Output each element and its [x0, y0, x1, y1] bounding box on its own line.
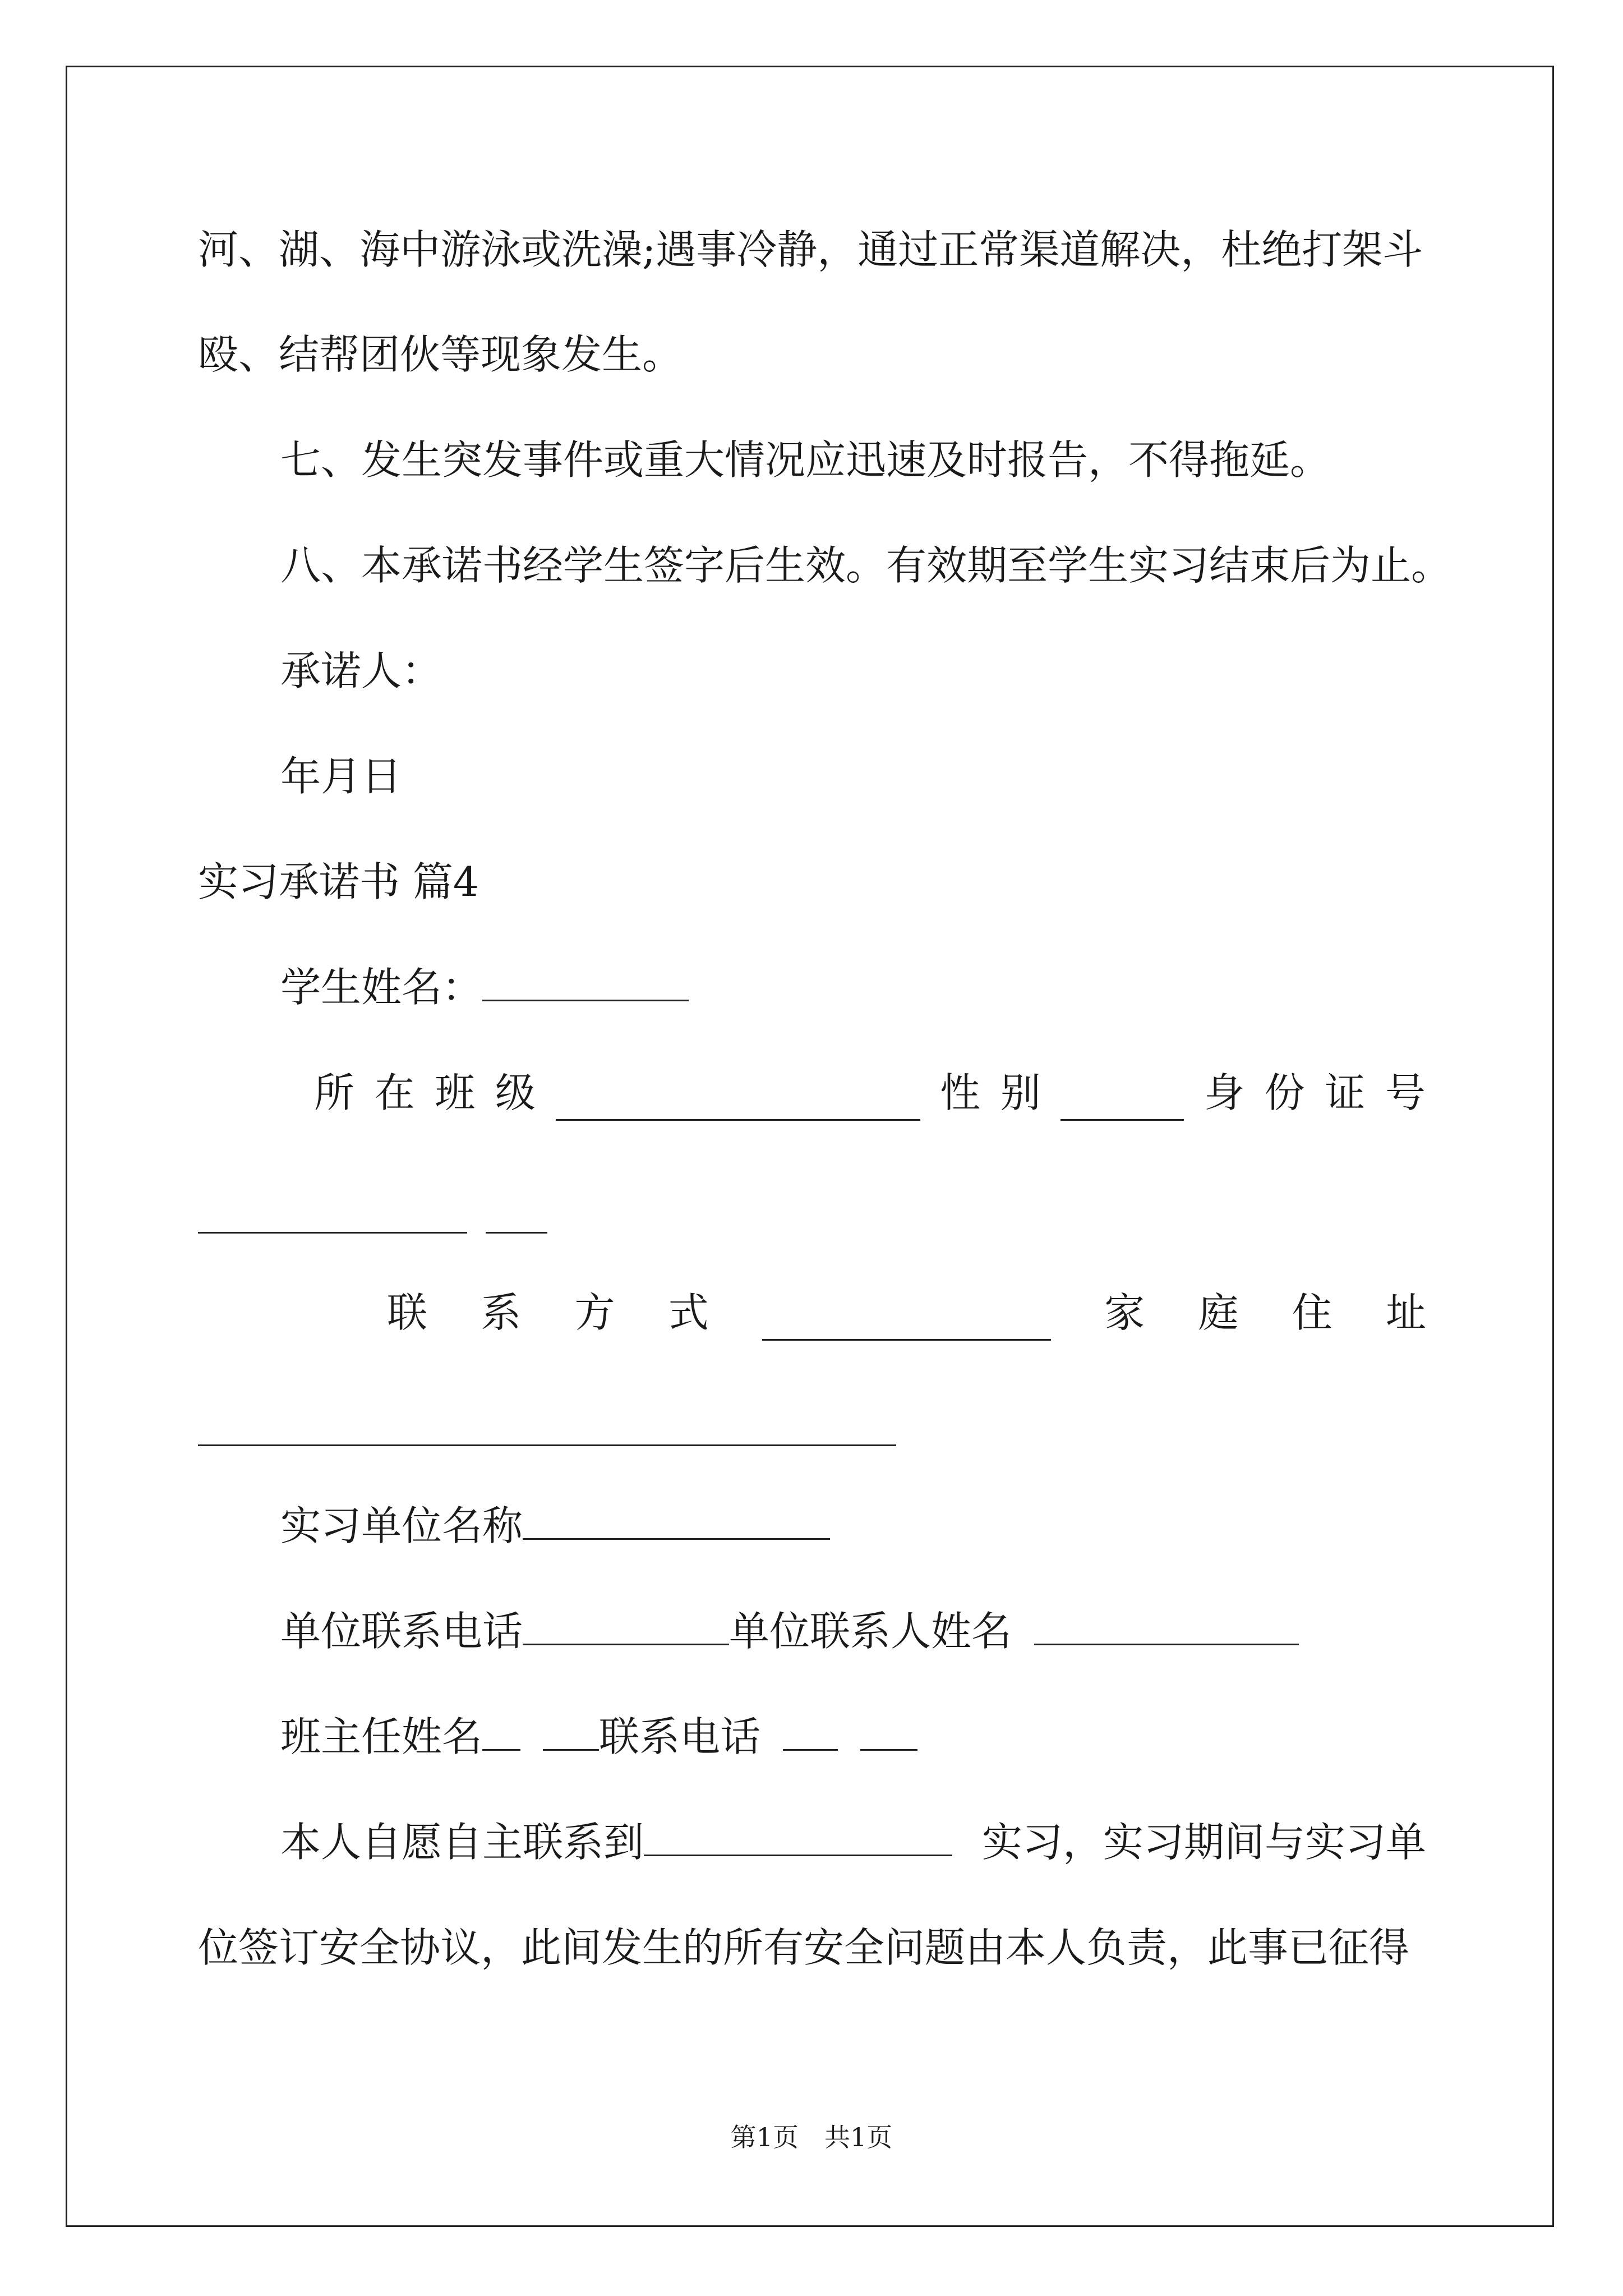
address-label-char: 庭: [1198, 1289, 1239, 1336]
contact-label-char: 式: [668, 1289, 709, 1336]
teacher-name-label: 班主任姓名: [280, 1713, 483, 1760]
student-name-label: 学生姓名：: [280, 964, 483, 1011]
contact-label-char: 方: [574, 1289, 615, 1336]
declaration-line-2: 位签订安全协议，此间发生的所有安全问题由本人负责，此事已征得: [198, 1924, 1410, 1971]
unit-name-blank[interactable]: [523, 1503, 830, 1540]
id-label-char: 身: [1204, 1069, 1244, 1116]
paragraph-item-seven: 七、发生突发事件或重大情况应迅速及时报告，不得拖延。: [280, 436, 1331, 484]
teacher-name-blank-tail[interactable]: [543, 1714, 599, 1751]
student-name-row: [280, 959, 1509, 1015]
contact-label-char: 系: [481, 1289, 522, 1336]
class-label-char: 所: [314, 1069, 355, 1116]
gender-label-char: 性: [940, 1069, 981, 1116]
gender-blank[interactable]: [1061, 1084, 1184, 1121]
date-label: 年月日: [280, 753, 402, 800]
teacher-name-blank[interactable]: [482, 1714, 520, 1751]
section-title: 实习承诺书 篇4: [198, 858, 479, 905]
class-label-char: 级: [495, 1069, 536, 1116]
teacher-phone-blank[interactable]: [783, 1714, 838, 1751]
declaration-text: [280, 1814, 952, 1870]
teacher-row: [280, 1709, 1509, 1765]
address-label-char: 家: [1104, 1289, 1145, 1336]
id-label-char: 号: [1385, 1069, 1426, 1116]
unit-name-label: 实习单位名称: [280, 1502, 523, 1549]
id-label-char: 证: [1325, 1069, 1366, 1116]
internship-unit-blank[interactable]: [644, 1820, 952, 1856]
unit-contact-label: 单位联系人姓名: [729, 1608, 1012, 1655]
address-blank[interactable]: [198, 1444, 896, 1446]
declaration-line-1: [280, 1814, 1426, 1870]
contact-address-row: [387, 1285, 1426, 1341]
unit-phone-label: 单位联系电话: [280, 1608, 523, 1655]
declaration-start: 本人自愿自主联系到: [280, 1819, 644, 1866]
declaration-end: 实习，实习期间与实习单: [981, 1819, 1426, 1866]
paragraph-line: 河、湖、海中游泳或洗澡;遇事冷静，通过正常渠道解决，杜绝打架斗: [198, 226, 1423, 273]
paragraph-item-eight: 八、本承诺书经学生签字后生效。有效期至学生实习结束后为止。: [280, 542, 1452, 589]
id-number-blank-tail[interactable]: [486, 1232, 547, 1234]
address-label-char: 住: [1292, 1289, 1332, 1336]
unit-phone-blank[interactable]: [523, 1609, 729, 1645]
teacher-phone-blank-tail[interactable]: [860, 1714, 917, 1751]
address-label-char: 址: [1385, 1289, 1426, 1336]
class-gender-id-row: [314, 1065, 1426, 1121]
contact-blank[interactable]: [762, 1304, 1051, 1341]
gender-label-char: 别: [1000, 1069, 1041, 1116]
class-label-char: 班: [435, 1069, 476, 1116]
id-number-blank[interactable]: [198, 1232, 467, 1234]
class-label-char: 在: [374, 1069, 415, 1116]
unit-name-row: [280, 1498, 1509, 1554]
promisor-label: 承诺人：: [280, 647, 442, 694]
contact-label-char: 联: [387, 1289, 428, 1336]
page-border: [66, 66, 1554, 2227]
id-label-char: 份: [1264, 1069, 1305, 1116]
unit-phone-row: [280, 1603, 1509, 1659]
page-number: 第1页 共1页: [730, 2122, 893, 2152]
unit-contact-blank[interactable]: [1034, 1609, 1299, 1645]
paragraph-line: 殴、结帮团伙等现象发生。: [198, 331, 683, 378]
class-blank[interactable]: [556, 1084, 920, 1121]
teacher-phone-label: 联系电话: [599, 1713, 761, 1760]
student-name-blank[interactable]: [482, 965, 689, 1001]
